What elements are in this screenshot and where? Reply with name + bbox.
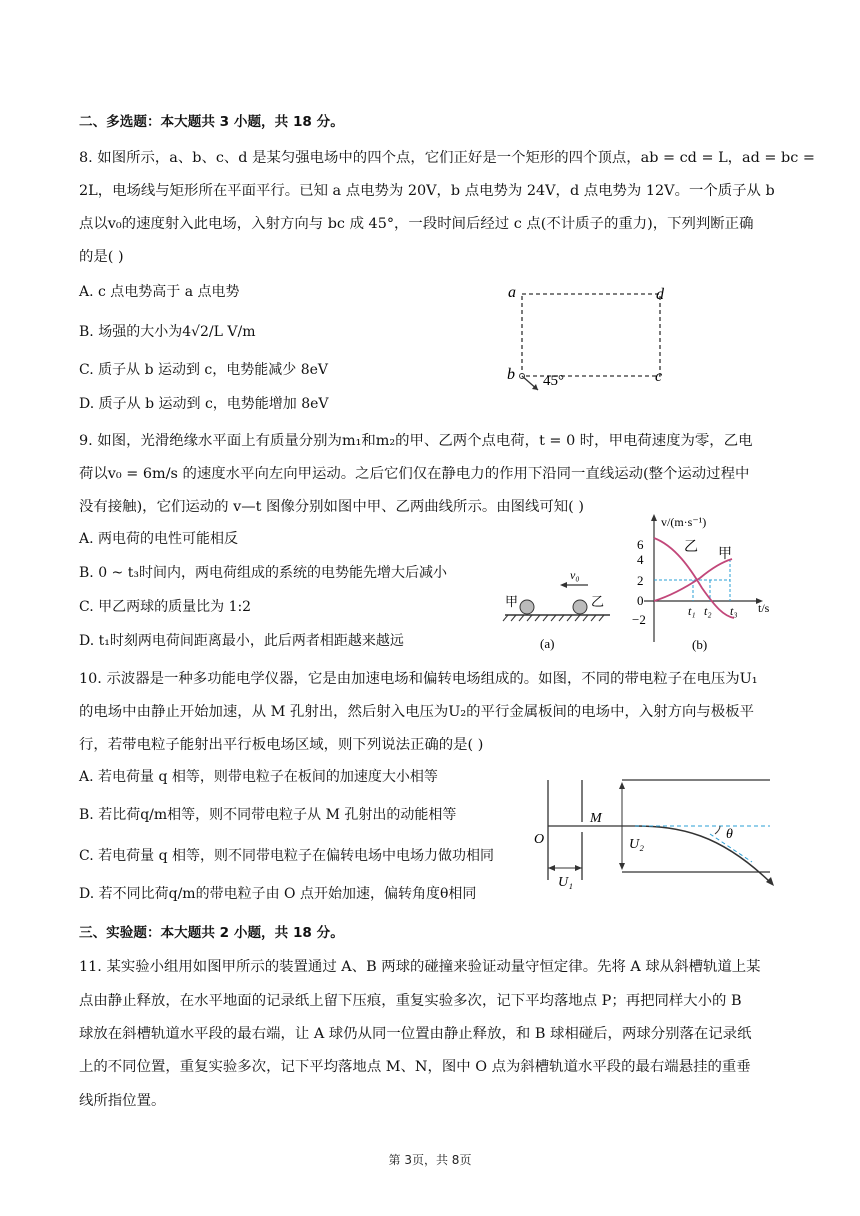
q9-figure-b-vt-graph: [630, 508, 790, 658]
q8-option-b: B. 场强的大小为4√2/L V/m: [79, 324, 256, 340]
q10-option-b: B. 若比荷q/m相等，则不同带电粒子从 M 孔射出的动能相等: [79, 807, 457, 823]
q9-stem-line-3: 没有接触)，它们运动的 v—t 图像分别如图中甲、乙两曲线所示。由图线可知( ): [79, 499, 584, 515]
q9-figure-a: [500, 560, 630, 655]
q9-b-tick-t2: t₂: [704, 604, 712, 618]
q9-b-label-yi: 乙: [684, 540, 698, 555]
q8-label-b: b: [507, 366, 515, 383]
q9-b-tick-neg2: −2: [632, 612, 646, 627]
q8-option-d: D. 质子从 b 运动到 c，电势能增加 8eV: [79, 396, 329, 412]
q9-b-tick-6: 6: [637, 537, 644, 552]
q9-a-caption: (a): [540, 636, 555, 651]
q9-b-xlabel: t/s: [758, 601, 770, 615]
q10-option-c: C. 若电荷量 q 相等，则不同带电粒子在偏转电场中电场力做功相同: [79, 848, 494, 864]
q11-stem-line-1: 11. 某实验小组用如图甲所示的装置通过 A、B 两球的碰撞来验证动量守恒定律。先将 A 球从斜槽轨道上某: [79, 959, 761, 975]
q9-option-c: C. 甲乙两球的质量比为 1:2: [79, 599, 252, 615]
q8-label-c: c: [655, 368, 663, 385]
q11-stem-line-2: 点由静止释放，在水平地面的记录纸上留下压痕，重复实验多次，记下平均落地点 P；再把同样大小的 B: [79, 993, 742, 1009]
q11-stem-line-4: 上的不同位置，重复实验多次，记下平均落地点 M、N，图中 O 点为斜槽轨道水平段的最右端悬挂的重垂: [79, 1059, 751, 1075]
q8-label-angle: 45°: [543, 373, 564, 389]
q11-stem-line-5: 线所指位置。: [79, 1093, 166, 1109]
q9-ball-yi: [573, 600, 587, 614]
q9-option-a: A. 两电荷的电性可能相反: [79, 531, 239, 547]
q10-oscilloscope-figure: [530, 772, 790, 897]
q9-b-caption: (b): [692, 637, 708, 652]
q8-rectangle-figure: [500, 278, 680, 393]
page-footer: 第 3页，共 8页: [388, 1153, 472, 1167]
q8-label-d: d: [656, 286, 664, 303]
q9-b-tick-2: 2: [637, 573, 644, 588]
q10-label-U2: U₂: [629, 837, 644, 852]
q9-a-label-yi: 乙: [591, 594, 605, 609]
q9-b-tick-t3: t₃: [730, 604, 738, 618]
q9-option-b: B. 0 ~ t₃时间内，两电荷组成的系统的电势能先增大后减小: [79, 565, 447, 581]
q9-b-tick-4: 4: [637, 552, 644, 567]
q9-b-tick-t1: t₁: [688, 604, 696, 618]
q8-option-a: A. c 点电势高于 a 点电势: [79, 284, 240, 300]
q10-stem-line-3: 行，若带电粒子能射出平行板电场区域，则下列说法正确的是( ): [79, 737, 484, 753]
q10-label-U1: U₁: [558, 875, 573, 890]
q8-stem-line-3: 点以v₀的速度射入此电场，入射方向与 bc 成 45°，一段时间后经过 c 点(不计质子的重力)，下列判断正确: [79, 216, 754, 232]
q9-stem-line-2: 荷以v₀ = 6m/s 的速度水平向左向甲运动。之后它们仅在静电力的作用下沿同一直线运动(整个运动过程中: [79, 466, 750, 482]
q8-option-c: C. 质子从 b 运动到 c，电势能减少 8eV: [79, 362, 329, 378]
q11-stem-line-3: 球放在斜槽轨道水平段的最右端，让 A 球仍从同一位置由静止释放，和 B 球相碰后，两球分别落在记录纸: [79, 1026, 752, 1042]
q9-a-label-jia: 甲: [505, 594, 519, 609]
q10-label-M: M: [590, 811, 602, 826]
q9-a-label-v0: v₀: [570, 568, 580, 582]
q10-stem-line-1: 10. 示波器是一种多功能电学仪器，它是由加速电场和偏转电场组成的。如图，不同的带电粒子在电压为U₁: [79, 671, 758, 687]
q10-stem-line-2: 的电场中由静止开始加速，从 M 孔射出，然后射入电压为U₂的平行金属板间的电场中，入射方向与极板平: [79, 704, 754, 720]
section-multiple-choice-heading: 二、多选题：本大题共 3 小题，共 18 分。: [79, 114, 344, 130]
q9-b-ylabel: v/(m·s⁻¹): [661, 515, 707, 529]
q9-stem-line-1: 9. 如图，光滑绝缘水平面上有质量分别为m₁和m₂的甲、乙两个点电荷，t = 0 时，甲电荷速度为零，乙电: [79, 433, 753, 449]
q8-stem-line-1: 8. 如图所示，a、b、c、d 是某匀强电场中的四个点，它们正好是一个矩形的四个顶点，ab = cd = L，ad = bc =: [79, 150, 815, 166]
q9-b-tick-0: 0: [637, 593, 644, 608]
q10-option-d: D. 若不同比荷q/m的带电粒子由 O 点开始加速，偏转角度θ相同: [79, 886, 477, 902]
q9-ball-jia: [520, 600, 534, 614]
q10-label-O: O: [534, 832, 545, 847]
q10-option-a: A. 若电荷量 q 相等，则带电粒子在板间的加速度大小相等: [79, 769, 438, 785]
q8-stem-line-4: 的是( ): [79, 249, 124, 265]
q10-label-theta: θ: [726, 827, 733, 842]
q8-label-a: a: [508, 284, 516, 301]
q9-b-label-jia: 甲: [718, 547, 732, 562]
q8-stem-line-2: 2L，电场线与矩形所在平面平行。已知 a 点电势为 20V，b 点电势为 24V，d 点电势为 12V。一个质子从 b: [79, 183, 775, 199]
section-experiment-heading: 三、实验题：本大题共 2 小题，共 18 分。: [79, 925, 344, 941]
q9-option-d: D. t₁时刻两电荷间距离最小，此后两者相距越来越远: [79, 633, 404, 649]
